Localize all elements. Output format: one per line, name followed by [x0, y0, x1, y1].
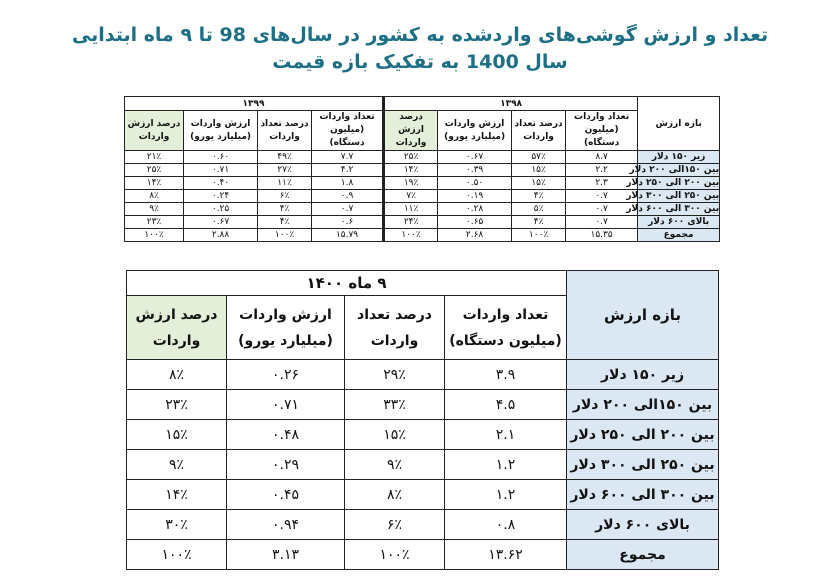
range-label: بین ۲۰۰ الی ۲۵۰ دلار	[626, 178, 720, 188]
range-header: بازه ارزش	[567, 271, 719, 360]
col-header-count: تعداد واردات (میلیون دستگاه)	[445, 296, 567, 360]
range-label: زیر ۱۵۰ دلار	[638, 151, 720, 164]
cell: ۱.۲	[445, 480, 567, 510]
cell: ۰.۶۰	[184, 151, 258, 164]
cell: ۳۳٪	[345, 390, 445, 420]
cell: ۱۵٪	[127, 420, 227, 450]
cell: ۲۵٪	[125, 164, 184, 177]
cell: ۵۷٪	[512, 151, 566, 164]
cell: ۲۱٪	[125, 151, 184, 164]
cell: ۵٪	[512, 203, 566, 216]
col-header-count-pct: درصد تعداد واردات	[512, 111, 566, 151]
cell: ۴٪	[258, 203, 312, 216]
table-row-total	[125, 229, 720, 242]
cell: ۸٪	[125, 190, 184, 203]
range-header: بازه ارزش	[638, 97, 720, 151]
year-1399-header: ۱۳۹۹	[125, 97, 384, 111]
cell: ۴٪	[512, 190, 566, 203]
cell: ۹٪	[127, 450, 227, 480]
cell: ۱.۲	[445, 450, 567, 480]
cell: ۴٪	[512, 216, 566, 229]
cell: ۰.۲۸	[438, 203, 512, 216]
cell: ۲۳٪	[127, 390, 227, 420]
range-label: بین ۱۵۰الی ۲۰۰ دلار	[567, 390, 719, 420]
cell: ۱۴٪	[384, 164, 438, 177]
range-label: مجموع	[638, 229, 720, 242]
cell: ۲.۲	[566, 164, 638, 177]
cell: ۲.۸۸	[184, 229, 258, 242]
cell: ۲۴٪	[384, 216, 438, 229]
cell: ۱۵٪	[345, 420, 445, 450]
cell: ۰.۳۹	[438, 164, 512, 177]
cell: ۱۰۰٪	[125, 229, 184, 242]
cell: ۰.۲۹	[227, 450, 345, 480]
cell: ۴۹٪	[258, 151, 312, 164]
cell: ۱۱٪	[384, 203, 438, 216]
cell: ۰.۸	[445, 510, 567, 540]
cell: ۲.۳	[566, 177, 638, 190]
table-row	[125, 190, 720, 203]
table-row	[127, 420, 719, 450]
cell: ۰.۷۱	[184, 164, 258, 177]
cell: ۱۴٪	[127, 480, 227, 510]
cell: ۰.۱۹	[438, 190, 512, 203]
cell: ۴.۲	[312, 164, 384, 177]
col-header-value: ارزش واردات (میلیارد یورو)	[438, 111, 512, 151]
cell: ۰.۶۵	[438, 216, 512, 229]
cell: ۴٪	[258, 216, 312, 229]
cell: ۲.۶۸	[438, 229, 512, 242]
range-label: بین ۳۰۰ الی ۶۰۰ دلار	[567, 480, 719, 510]
range-label: مجموع	[567, 540, 719, 570]
cell: ۱۰۰٪	[384, 229, 438, 242]
cell: ۲۷٪	[258, 164, 312, 177]
cell: ۷٪	[384, 190, 438, 203]
cell: ۱۰۰٪	[345, 540, 445, 570]
col-header-value-pct: درصد ارزش واردات	[127, 296, 227, 360]
cell: ۲۳٪	[125, 216, 184, 229]
range-label: بین ۳۰۰ الی ۶۰۰ دلار	[626, 204, 720, 214]
cell: ۱۰۰٪	[512, 229, 566, 242]
table-row	[125, 216, 720, 229]
cell: ۳.۹	[445, 360, 567, 390]
cell: ۰.۷	[566, 203, 638, 216]
col-header-count: تعداد واردات (میلیون دستگاه)	[312, 111, 384, 151]
page-title	[20, 22, 820, 76]
cell: ۲.۱	[445, 420, 567, 450]
cell: ۰.۲۴	[184, 190, 258, 203]
cell: ۱۹٪	[384, 177, 438, 190]
range-label: بالای ۶۰۰ دلار	[638, 216, 720, 229]
cell: ۰.۹	[312, 190, 384, 203]
table-row	[127, 510, 719, 540]
cell: ۰.۴۵	[227, 480, 345, 510]
cell: ۷.۷	[312, 151, 384, 164]
cell: ۰.۷	[566, 190, 638, 203]
cell: ۶٪	[258, 190, 312, 203]
cell: ۱۵.۳۵	[566, 229, 638, 242]
col-header-count-pct: درصد تعداد واردات	[258, 111, 312, 151]
cell: ۸.۷	[566, 151, 638, 164]
cell: ۱۵٪	[512, 177, 566, 190]
cell: ۱.۸	[312, 177, 384, 190]
cell: ۲۹٪	[345, 360, 445, 390]
range-label: بین ۲۵۰ الی ۳۰۰ دلار	[567, 450, 719, 480]
table-row	[125, 177, 720, 190]
table-row	[125, 164, 720, 177]
cell: ۱۱٪	[258, 177, 312, 190]
col-header-value: ارزش واردات (میلیارد یورو)	[227, 296, 345, 360]
table-row	[127, 360, 719, 390]
cell: ۰.۶	[312, 216, 384, 229]
cell: ۰.۲۵	[184, 203, 258, 216]
cell: ۱۰۰٪	[127, 540, 227, 570]
table-row	[125, 151, 720, 164]
cell: ۰.۶۷	[184, 216, 258, 229]
range-label: بالای ۶۰۰ دلار	[567, 510, 719, 540]
cell: ۸٪	[127, 360, 227, 390]
table-row	[127, 480, 719, 510]
cell: ۰.۷	[566, 216, 638, 229]
col-header-count: تعداد واردات (میلیون دستگاه)	[566, 111, 638, 151]
cell: ۳۰٪	[127, 510, 227, 540]
cell: ۱۰۰٪	[258, 229, 312, 242]
cell: ۰.۴۸	[227, 420, 345, 450]
cell: ۹٪	[345, 450, 445, 480]
cell: ۸٪	[345, 480, 445, 510]
cell: ۳.۱۳	[227, 540, 345, 570]
range-label: بین ۱۵۰الی ۲۰۰ دلار	[629, 165, 720, 175]
title-line-1: تعداد و ارزش گوشی‌های واردشده به کشور در سال‌های 98 تا ۹ ماه ابتدایی	[71, 24, 769, 46]
table-row	[125, 203, 720, 216]
cell: ۰.۹۴	[227, 510, 345, 540]
col-header-value: ارزش واردات (میلیارد یورو)	[184, 111, 258, 151]
cell: ۰.۷	[312, 203, 384, 216]
cell: ۶٪	[345, 510, 445, 540]
range-label: بین ۲۰۰ الی ۲۵۰ دلار	[567, 420, 719, 450]
table-row-total	[127, 540, 719, 570]
cell: ۰.۲۶	[227, 360, 345, 390]
cell: ۱۵٪	[512, 164, 566, 177]
cell: ۱۳.۶۲	[445, 540, 567, 570]
col-header-value-pct: درصد ارزش واردات	[125, 111, 184, 151]
col-header-value-pct: درصد ارزش واردات	[384, 111, 438, 151]
cell: ۲۵٪	[384, 151, 438, 164]
cell: ۰.۷۱	[227, 390, 345, 420]
range-label: بین ۲۵۰ الی ۳۰۰ دلار	[626, 191, 720, 201]
table-9-months-1400	[126, 270, 719, 570]
table-row	[127, 450, 719, 480]
cell: ۰.۶۷	[438, 151, 512, 164]
year-1398-header: ۱۳۹۸	[384, 97, 638, 111]
range-label: زیر ۱۵۰ دلار	[567, 360, 719, 390]
cell: ۹٪	[125, 203, 184, 216]
table-1398-1399	[124, 96, 720, 242]
period-header: ۹ ماه ۱۴۰۰	[127, 271, 567, 296]
cell: ۰.۵۰	[438, 177, 512, 190]
cell: ۱۴٪	[125, 177, 184, 190]
cell: ۱۵.۷۹	[312, 229, 384, 242]
title-line-2: سال 1400 به تفکیک بازه قیمت	[272, 51, 568, 73]
col-header-count-pct: درصد تعداد واردات	[345, 296, 445, 360]
cell: ۴.۵	[445, 390, 567, 420]
cell: ۰.۴۰	[184, 177, 258, 190]
table-row	[127, 390, 719, 420]
